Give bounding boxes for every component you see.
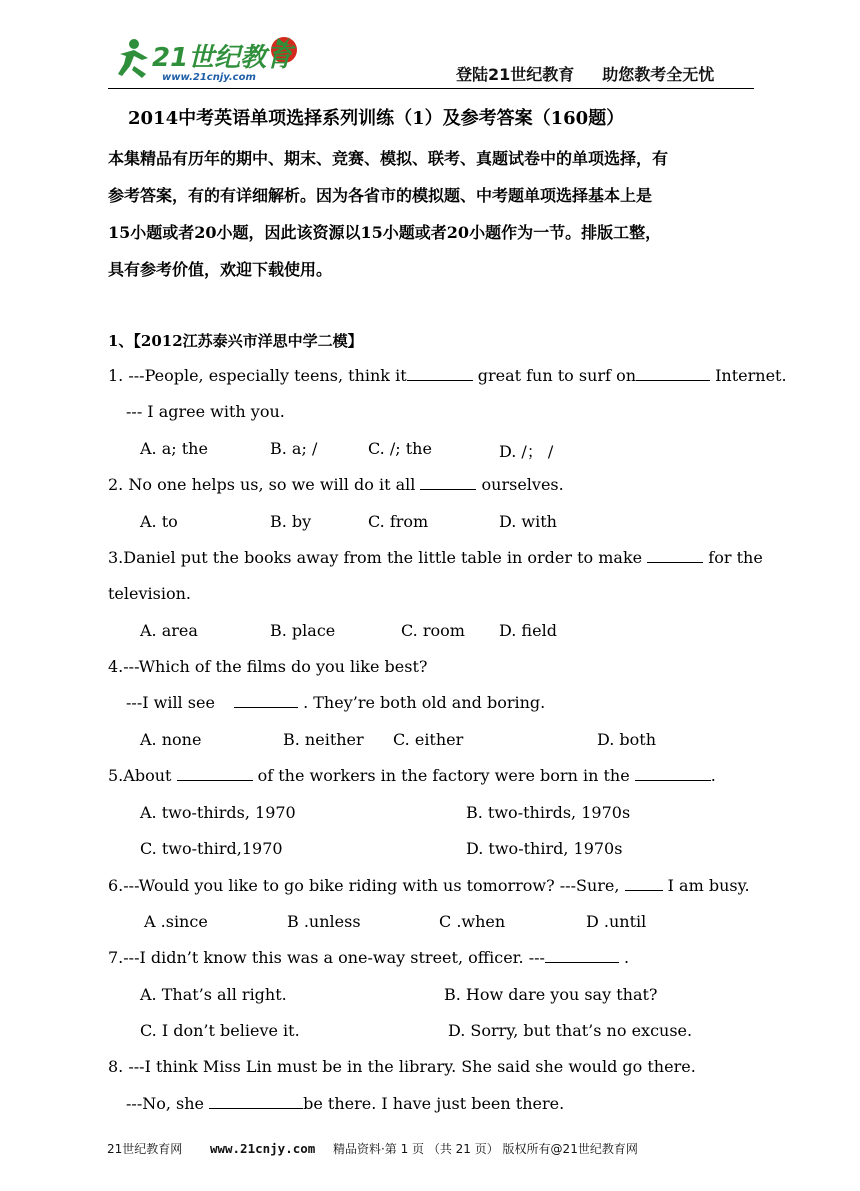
slogan-right: 助您教考全无忧: [602, 65, 715, 84]
header-slogan: [456, 62, 714, 85]
option-b: B. a; /: [270, 439, 318, 458]
option-a: A. area: [140, 621, 198, 640]
option-a: A. two-thirds, 1970: [140, 803, 296, 822]
question-6: 6.---Would you like to go bike riding with us tomorrow? ---Sure, I am busy.: [108, 876, 750, 895]
option-b: B. How dare you say that?: [444, 985, 658, 1004]
option-a: A .since: [144, 912, 208, 931]
option-a: A. to: [140, 512, 178, 531]
option-d: D. /； /: [499, 442, 554, 461]
option-d: D. both: [597, 730, 657, 749]
option-b: B. place: [270, 621, 336, 640]
header-divider: [108, 88, 754, 89]
option-d: D .until: [586, 912, 647, 931]
option-c: C. room: [401, 621, 465, 640]
option-b: B .unless: [287, 912, 361, 931]
question-2: 2. No one helps us, so we will do it all ourselves.: [108, 475, 564, 494]
intro-line: 参考答案，有的有详细解析。因为各省市的模拟题、中考题单项选择基本上是: [108, 186, 653, 205]
option-d: D. field: [499, 621, 557, 640]
option-d: D. Sorry, but that’s no excuse.: [448, 1021, 693, 1040]
option-d: D. with: [499, 512, 557, 531]
intro-line: 具有参考价值，欢迎下载使用。: [108, 260, 333, 279]
option-b: B. neither: [283, 730, 364, 749]
option-c: C. either: [393, 730, 464, 749]
footer-url[interactable]: www.21cnjy.com: [209, 1141, 316, 1156]
option-b: B. by: [270, 512, 312, 531]
slogan-left: 登陆21世纪教育: [456, 65, 575, 84]
question-3: 3.Daniel put the books away from the little table in order to make for the: [108, 548, 763, 567]
option-a: A. That’s all right.: [140, 985, 287, 1004]
site-logo: [112, 30, 312, 86]
footer-site: 21世纪教育网: [107, 1142, 183, 1156]
option-c: C. two-third,1970: [140, 839, 283, 858]
document-title: 2014中考英语单项选择系列训练（1）及参考答案（160题）: [128, 108, 625, 129]
logo-text: 21世纪教育: [152, 43, 293, 73]
section-header: 1、【2012江苏泰兴市洋思中学二模】: [108, 332, 363, 350]
option-c: C. I don’t believe it.: [140, 1021, 300, 1040]
intro-line: 15小题或者20小题，因此该资源以15小题或者20小题作为一节。排版工整，: [108, 223, 662, 242]
question-1-reply: --- I agree with you.: [126, 402, 285, 421]
page-footer: [107, 1140, 638, 1157]
option-b: B. two-thirds, 1970s: [466, 803, 631, 822]
option-c: C .when: [439, 912, 506, 931]
question-3-cont: television.: [108, 584, 191, 603]
option-c: C. from: [368, 512, 429, 531]
option-a: A. a; the: [140, 439, 208, 458]
question-1: 1. ---People, especially teens, think it great fun to surf on Internet.: [108, 366, 787, 385]
option-d: D. two-third, 1970s: [466, 839, 623, 858]
question-8: 8. ---I think Miss Lin must be in the library. She said she would go there.: [108, 1057, 696, 1076]
footer-info: 精品资料·第 1 页 （共 21 页） 版权所有@21世纪教育网: [332, 1142, 638, 1156]
question-4-reply: ---I will see . They’re both old and boring.: [126, 693, 546, 712]
question-5: 5.About of the workers in the factory were born in the .: [108, 766, 716, 785]
question-8-reply: ---No, she be there. I have just been there.: [126, 1094, 565, 1113]
intro-line: 本集精品有历年的期中、期末、竞赛、模拟、联考、真题试卷中的单项选择，有: [108, 149, 669, 168]
question-4: 4.---Which of the films do you like best?: [108, 657, 428, 676]
question-7: 7.---I didn’t know this was a one-way street, officer. --- .: [108, 948, 630, 967]
runner-icon: [118, 39, 148, 78]
option-c: C. /; the: [368, 439, 432, 458]
logo-url: www.21cnjy.com: [162, 72, 256, 83]
option-a: A. none: [140, 730, 202, 749]
